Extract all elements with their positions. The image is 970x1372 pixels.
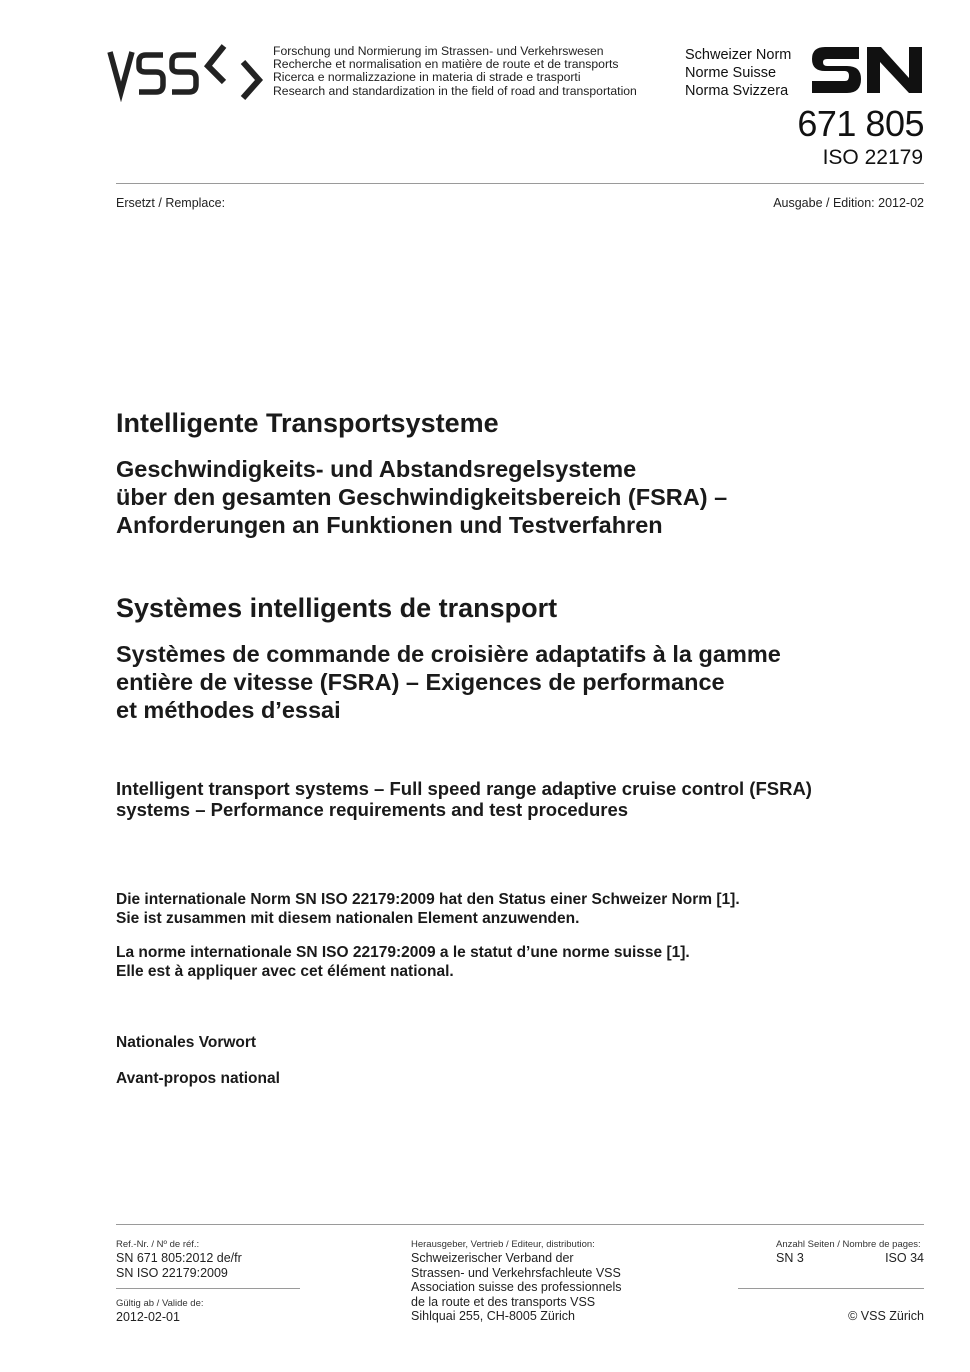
valid-value: 2012-02-01: [116, 1310, 180, 1324]
publisher-line: Strassen- und Verkehrsfachleute VSS: [411, 1265, 621, 1280]
sn-label-de: Schweizer Norm: [685, 47, 792, 63]
publisher-label: Herausgeber, Vertrieb / Editeur, distribution:: [411, 1239, 595, 1250]
foreword-fr: Avant-propos national: [116, 1070, 280, 1087]
title-en: [116, 778, 812, 820]
title-de-sub-line: Geschwindigkeits- und Abstandsregelsysteme: [116, 456, 637, 482]
ref-label: Ref.-Nr. / Nº de réf.:: [116, 1239, 200, 1250]
vss-tagline-de: Forschung und Normierung im Strassen- und Verkehrswesen: [273, 44, 604, 58]
title-fr-sub: [116, 640, 781, 724]
vss-tagline: [273, 45, 637, 98]
title-de-sub: [116, 455, 727, 539]
vss-tagline-fr: Recherche et normalisation en matière de route et de transports: [273, 57, 619, 72]
statement-fr-line: La norme internationale SN ISO 22179:2009 a le statut d’une norme suisse [1].: [116, 944, 690, 961]
pages-iso: ISO 34: [885, 1251, 924, 1265]
publisher-line: de la route et des transports VSS: [411, 1294, 596, 1309]
sn-label-fr: Norme Suisse: [685, 65, 777, 81]
publisher-line: Schweizerischer Verband der: [411, 1251, 574, 1265]
vss-logo: [106, 42, 266, 102]
ref-values: [116, 1251, 242, 1280]
title-de-sub-line: Anforderungen an Funktionen und Testverfahren: [116, 512, 663, 538]
title-fr-sub-line: et méthodes d’essai: [116, 697, 341, 723]
title-de-main: Intelligente Transportsysteme: [116, 408, 499, 438]
pages-sn: SN 3: [776, 1251, 804, 1265]
statement-fr-line: Elle est à appliquer avec cet élément national.: [116, 962, 454, 980]
valid-label: Gültig ab / Valide de:: [116, 1298, 204, 1309]
copyright: © VSS Zürich: [848, 1309, 924, 1323]
standard-number: 671 805: [797, 103, 924, 144]
statement-de-line: Die internationale Norm SN ISO 22179:2009 hat den Status einer Schweizer Norm [1].: [116, 891, 740, 908]
sn-norm-labels: [685, 46, 791, 100]
ref-value: SN ISO 22179:2009: [116, 1265, 228, 1280]
replaces-label: Ersetzt / Remplace:: [116, 196, 226, 210]
footer-divider: [116, 1224, 924, 1225]
iso-number: ISO 22179: [822, 146, 923, 169]
footer-left-divider: [116, 1288, 300, 1289]
sn-label-it: Norma Svizzera: [685, 83, 789, 99]
vss-tagline-it: Ricerca e normalizzazione in materia di strade e trasporti: [273, 70, 581, 85]
vss-tagline-en: Research and standardization in the field of road and transportation: [273, 83, 637, 98]
pages-label: Anzahl Seiten / Nombre de pages:: [776, 1239, 921, 1250]
statement-fr: [116, 944, 690, 981]
title-fr-main: Systèmes intelligents de transport: [116, 593, 558, 623]
publisher-line: Sihlquai 255, CH-8005 Zürich: [411, 1309, 575, 1323]
publisher-address: [411, 1251, 622, 1324]
title-fr-sub-line: Systèmes de commande de croisière adaptatifs à la gamme: [116, 641, 781, 667]
title-de-sub-line: über den gesamten Geschwindigkeitsbereich (FSRA) –: [116, 484, 728, 510]
foreword-de: Nationales Vorwort: [116, 1034, 257, 1051]
header-divider: [116, 183, 924, 184]
title-fr-sub-line: entière de vitesse (FSRA) – Exigences de performance: [116, 669, 725, 695]
title-en-line: systems – Performance requirements and test procedures: [116, 799, 629, 820]
ref-value: SN 671 805:2012 de/fr: [116, 1251, 242, 1265]
footer-right-divider: [738, 1288, 924, 1289]
statement-de: [116, 891, 740, 928]
title-en-line: Intelligent transport systems – Full speed range adaptive cruise control (FSRA): [116, 778, 812, 799]
publisher-line: Association suisse des professionnels: [411, 1280, 622, 1294]
statement-de-line: Sie ist zusammen mit diesem nationalen Element anzuwenden.: [116, 909, 580, 927]
sn-logo: [809, 44, 925, 96]
edition-label: Ausgabe / Edition: 2012-02: [773, 196, 924, 210]
